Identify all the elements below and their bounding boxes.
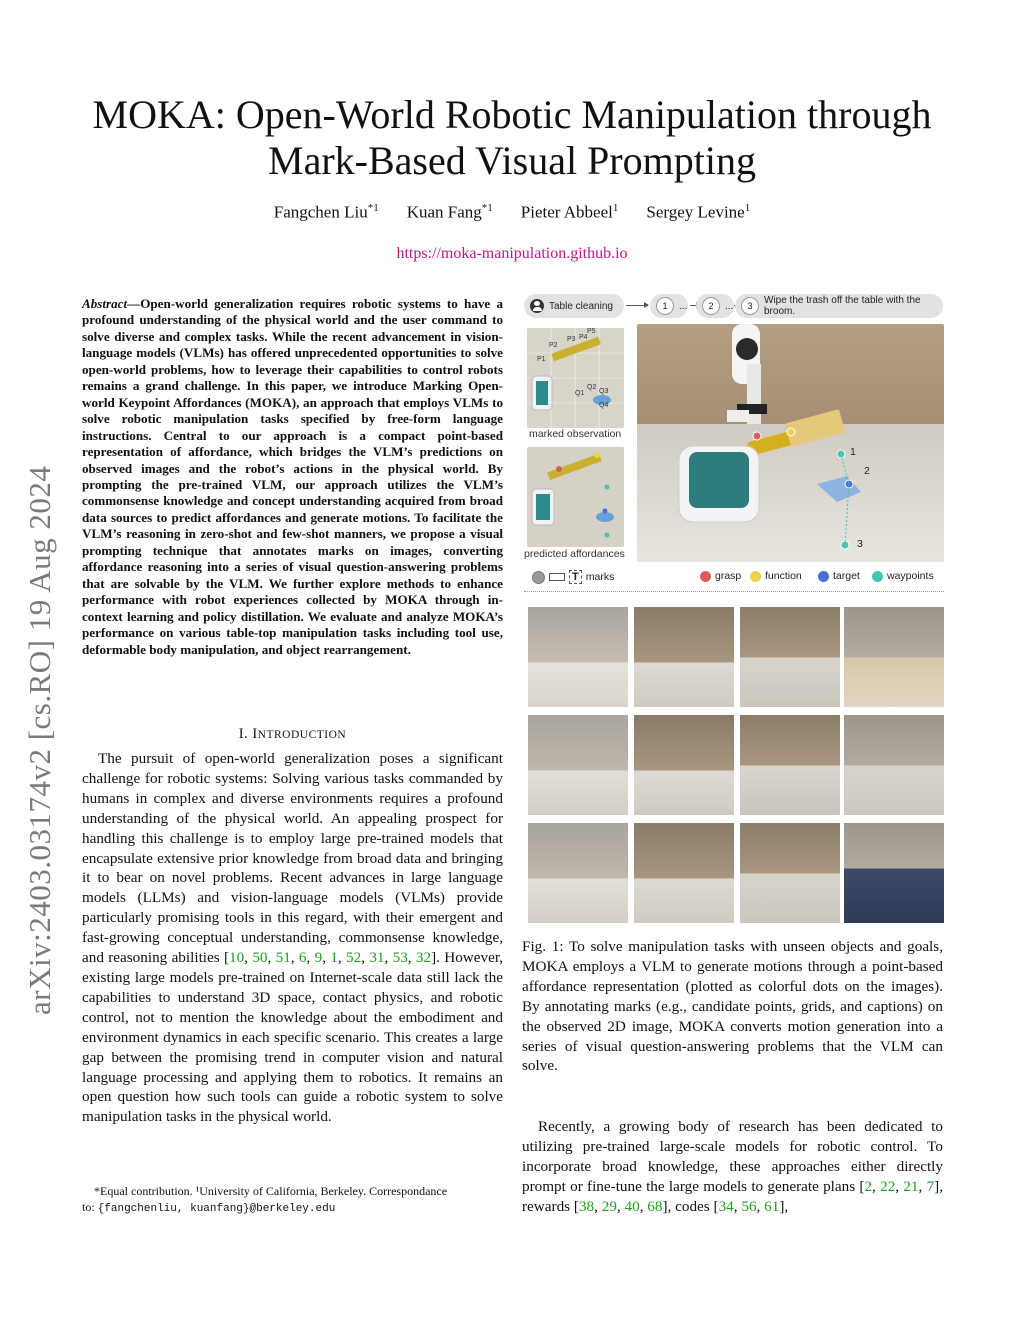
example-photo [528, 715, 628, 815]
divider [524, 591, 944, 592]
figure-1 [524, 291, 944, 911]
citation-link[interactable]: 51 [275, 949, 291, 967]
citation-link[interactable]: 34 [718, 1197, 734, 1215]
author-list [0, 202, 1024, 223]
author: Sergey Levine$^1$ [646, 202, 751, 222]
legend-target: target [818, 570, 860, 582]
example-photo [740, 823, 840, 923]
citation-link[interactable]: 40 [624, 1197, 640, 1215]
step-pill-3: 3 Wipe the trash off the table with the broom. [735, 294, 943, 318]
citation-link[interactable]: 1 [330, 949, 338, 967]
abstract [82, 296, 503, 658]
predicted-affordances-image [527, 447, 624, 547]
legend-marks: T marks [532, 570, 614, 584]
citation-link[interactable]: 53 [392, 949, 408, 967]
intro-paragraph: The pursuit of open-world generalization poses a significant challenge for robotic systems: Solving various tasks commanded by humans in complex and diverse environments requires a profound understanding of the physical world. An appealing prospect for handling this challenge is to employ large pre-trained models that encapsulate extensive prior knowledge from broad data and bringing it to bear on novel problems. Recent advances in large language models (LLMs) and vision-language models (VLMs) provide particularly promising tools in this regard, with their emergent and fast-growing conceptual understanding, commonsense knowledge, and reasoning abilities [10, 50, 51, 6, 9, 1, 52, 31, 53, 32]. However, existing large models pre-trained on Internet-scale data still lack the capabilities to understand 3D space, contact physics, and robotic control, not to mention the knowledge about the embodiment and environment dynamics in each specific scenario. This creates a large gap between the promising trend in computer vision and natural language processing and applying them to robotics. It remains an open question how such tools can guide a robotic system to solve manipulation tasks in the physical world. [82, 750, 504, 1126]
marked-observation-label: marked observation [529, 428, 622, 440]
citation-link[interactable]: 22 [880, 1177, 896, 1195]
task-pill: Table cleaning [524, 294, 624, 318]
caption-mark-icon: T [569, 570, 582, 584]
citation-link[interactable]: 61 [764, 1197, 780, 1215]
example-photo [634, 823, 734, 923]
citation-link[interactable]: 29 [601, 1197, 617, 1215]
author: Kuan Fang$^{*1}$ [406, 202, 493, 222]
example-photo [844, 607, 944, 707]
figure-caption: Fig. 1: To solve manipulation tasks with unseen objects and goals, MOKA employs a VLM to generate motions through a point-based affordance representation (plotted as colorful dots on the images). By annotating marks (e.g., candidate points, grids, and captions) on the observed 2D image, MOKA converts motion generation into a series of visual question-answering problems that the VLM can solve. [522, 938, 943, 1075]
example-photo [844, 715, 944, 815]
abstract-text: —Open-world generalization requires robotic systems to have a profound understanding of the physical world and the user command to solve diverse and complex tasks. While the recent advancement in vision-language models (VLMs) has offered unprecedented opportunities to solve open-world problems, how to leverage their capabilities to control robots remains a grand challenge. In this paper, we introduce Marking Open-world Keypoint Affordances (MOKA), an approach that employs VLMs to solve robotic manipulation tasks specified by free-form language instructions. Central to our approach is a compact point-based representation of affordance, which bridges the VLM’s predictions on observed images and the robot’s actions in the physical world. By prompting the pre-trained VLM, our approach utilizes the VLM’s commonsense knowledge and concept understanding acquired from broad data sources to predict affordances and generate motions. To facilitate the VLM’s reasoning in zero-shot and few-shot manners, we propose a visual prompting technique that annotates marks on images, converting affordance reasoning into a series of visual question-answering problems that are solvable by the VLM. We further explore methods to enhance performance with robot experiences collected by MOKA through in-context learning and policy distillation. We evaluate and analyze MOKA’s performance on various table-top manipulation tasks including tool use, deformable body manipulation, and object rearrangement. [82, 296, 503, 657]
email-addresses: {fangchenliu, kuanfang}@berkeley.edu [97, 1202, 336, 1215]
arrow-icon [626, 305, 648, 306]
function-dot-icon [750, 571, 761, 582]
citation-link[interactable]: 10 [229, 949, 245, 967]
example-photo [844, 823, 944, 923]
citation-link[interactable]: 6 [298, 949, 307, 967]
grid-mark-icon [549, 573, 565, 581]
predicted-affordances-label: predicted affordances [524, 548, 625, 560]
example-photo [634, 715, 734, 815]
grasp-dot-icon [700, 571, 711, 582]
example-photo [740, 715, 840, 815]
footnote: *Equal contribution. ¹University of California, Berkeley. Correspondance to: {fangchenliu, kuanfang}@berkeley.edu [82, 1184, 448, 1215]
citation-link[interactable]: 50 [252, 949, 268, 967]
example-photo [528, 823, 628, 923]
arxiv-stamp: arXiv:2403.03174v2 [cs.RO] 19 Aug 2024 [22, 465, 57, 1015]
waypoints-dot-icon [872, 571, 883, 582]
user-icon [530, 299, 544, 313]
author: Fangchen Liu$^{*1}$ [273, 202, 379, 222]
title-line-1: MOKA: Open-World Robotic Manipulation through [92, 92, 932, 137]
paper-title [60, 92, 964, 184]
citation-link[interactable]: 9 [314, 949, 323, 967]
main-scene-image: 1 2 3 [637, 324, 944, 562]
abstract-label: Abstract [82, 296, 128, 311]
citation-link[interactable]: 2 [864, 1177, 873, 1195]
example-photo [634, 607, 734, 707]
legend-grasp: grasp [700, 570, 741, 582]
step-pill-1: 1 ... [650, 294, 688, 318]
legend-waypoints: waypoints [872, 570, 934, 582]
target-dot-icon [818, 571, 829, 582]
citation-link[interactable]: 7 [926, 1177, 935, 1195]
example-photo [740, 607, 840, 707]
citation-link[interactable]: 32 [415, 949, 432, 967]
citation-link[interactable]: 21 [903, 1177, 919, 1195]
section-heading: I. INTRODUCTION [238, 726, 347, 742]
citation-link[interactable]: 38 [578, 1197, 595, 1215]
citation-link[interactable]: 68 [647, 1197, 663, 1215]
citation-link[interactable]: 31 [369, 949, 385, 967]
title-line-2: Mark-Based Visual Prompting [268, 138, 756, 183]
legend-function: function [750, 570, 802, 582]
circle-mark-icon [532, 571, 545, 584]
citation-link[interactable]: 52 [346, 949, 362, 967]
marked-observation-image: P5 P3 P2 P1 P4 Q2 Q1 Q3 Q4 [527, 328, 624, 428]
author: Pieter Abbeel$^1$ [520, 202, 619, 222]
example-photo [528, 607, 628, 707]
right-paragraph: Recently, a growing body of research has been dedicated to utilizing pre-trained large-scale models for robotic control. To incorporate broad knowledge, these approaches either directly prompt or fine-tune the large models to generate plans [2, 22, 21, 7], rewards [38, 29, 40, 68], codes [34, 56, 61], [522, 1118, 944, 1215]
citation-link[interactable]: 56 [741, 1197, 757, 1215]
step-pill-2: 2 ... [696, 294, 734, 318]
project-url-link[interactable]: https://moka-manipulation.github.io [396, 245, 628, 262]
